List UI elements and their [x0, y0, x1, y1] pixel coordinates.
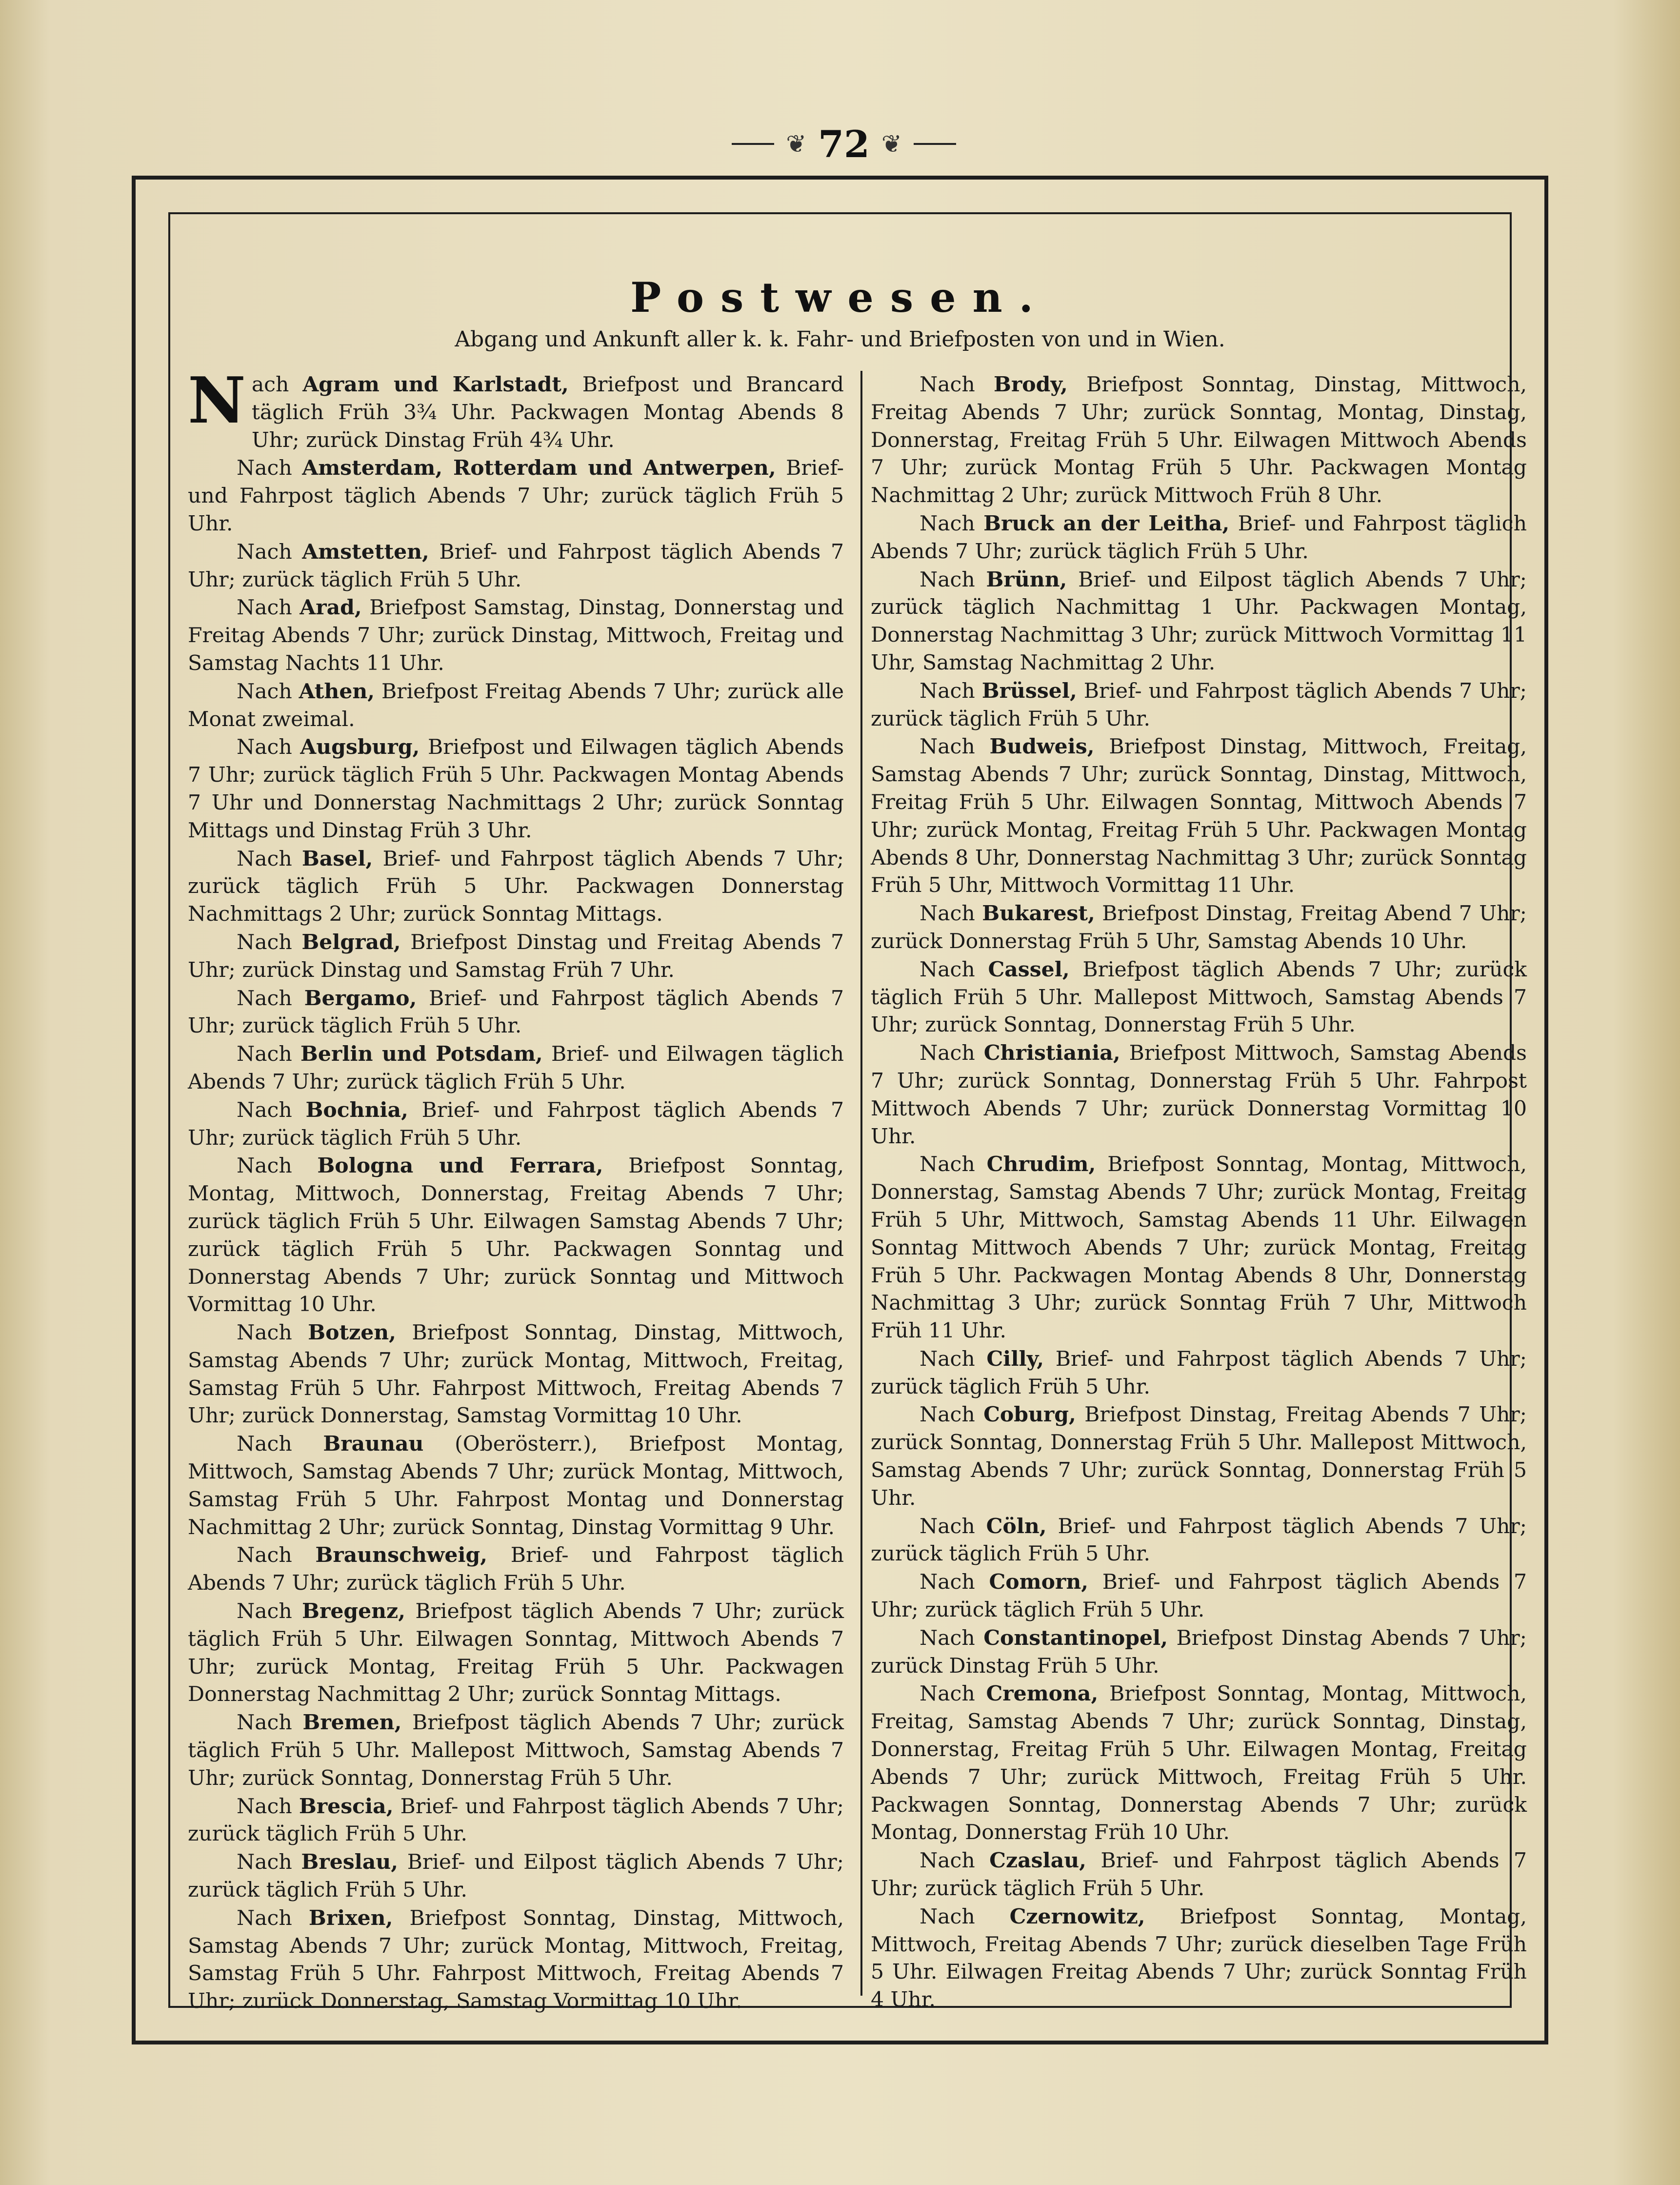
entry-schedule: Brief- und Eilwagen täglich Abends 7 Uhr; zurück täglich Früh 5 Uhr.	[188, 1042, 844, 1094]
post-entry	[188, 1541, 844, 1598]
entry-prefix: Nach	[920, 735, 975, 759]
entry-city: Czernowitz,	[1009, 1904, 1145, 1929]
post-entry	[188, 845, 844, 929]
entry-prefix: Nach	[920, 1682, 975, 1706]
post-entry	[188, 1152, 844, 1319]
entry-prefix: Nach	[920, 567, 975, 592]
entry-city: Christiania,	[983, 1041, 1120, 1066]
entry-city: Coburg,	[983, 1402, 1076, 1427]
drop-cap: N	[188, 363, 246, 438]
entry-city: Belgrad,	[301, 930, 401, 954]
entry-city: Brescia,	[299, 1794, 394, 1819]
entry-prefix: Nach	[237, 1850, 292, 1875]
entry-prefix: Nach	[237, 1432, 292, 1457]
post-entry	[871, 1680, 1527, 1847]
post-entry	[188, 1904, 844, 2016]
page-header	[732, 120, 956, 168]
entry-city: Brody,	[993, 372, 1068, 397]
entry-schedule: Briefpost täglich Abends 7 Uhr; zurück täglich Früh 5 Uhr. Mallepost Mittwoch, Samstag Abends 7 Uhr; zurück Sonntag, Donnerstag Früh 5 Uhr.	[871, 957, 1527, 1037]
entry-prefix: Nach	[237, 930, 292, 954]
post-entry	[188, 1430, 844, 1541]
post-entry	[871, 1847, 1527, 1903]
entry-schedule: Brief- und Fahrpost täglich Abends 7 Uhr; zurück täglich Früh 5 Uhr.	[871, 679, 1527, 731]
post-entry	[188, 985, 844, 1041]
post-entry	[871, 510, 1527, 566]
entry-prefix: Nach	[237, 1154, 292, 1178]
post-entry	[871, 371, 1527, 510]
entry-schedule: Briefpost Mittwoch, Samstag Abends 7 Uhr; zurück Sonntag, Donnerstag Früh 5 Uhr. Fahrpost Mittwoch Abends 7 Uhr; zurück Donnerstag Vormittag 10 Uhr.	[871, 1041, 1527, 1149]
entry-prefix: Nach	[237, 847, 292, 871]
entry-city: Botzen,	[308, 1320, 396, 1345]
entry-schedule: (Oberösterr.), Briefpost Montag, Mittwoch, Samstag Abends 7 Uhr; zurück Montag, Mittwoch, Samstag Früh 5 Uhr. Fahrpost Montag und Donnerstag Nachmittag 2 Uhr; zurück Sonntag, Dinstag Vormittag 9 Uhr.	[188, 1432, 844, 1539]
entry-prefix: Nach	[237, 1906, 292, 1930]
entry-schedule: Brief- und Fahrpost täglich Abends 7 Uhr; zurück täglich Früh 5 Uhr.	[871, 511, 1527, 564]
entry-prefix: Nach	[920, 373, 975, 397]
entry-city: Constantinopel,	[983, 1625, 1168, 1650]
entry-schedule: Brief- und Fahrpost täglich Abends 7 Uhr; zurück täglich Früh 5 Uhr.	[188, 456, 844, 536]
entry-city: Bremen,	[302, 1710, 402, 1735]
entry-schedule: Briefpost Sonntag, Dinstag, Mittwoch, Samstag Abends 7 Uhr; zurück Montag, Mittwoch, Freitag, Samstag Früh 5 Uhr. Fahrpost Mittwoch, Freitag Abends 7 Uhr; zurück Donnerstag, Samstag Vormittag 10 Uhr.	[188, 1906, 844, 2014]
entry-city: Amsterdam, Rotterdam und Antwerpen,	[302, 456, 776, 481]
post-entry	[188, 454, 844, 538]
post-entry	[871, 956, 1527, 1039]
entry-prefix: Nach	[237, 596, 292, 620]
entry-schedule: Brief- und Fahrpost täglich Abends 7 Uhr; zurück täglich Früh 5 Uhr.	[188, 540, 844, 592]
entry-prefix: Nach	[920, 957, 975, 982]
page-subtitle: Abgang und Ankunft aller k. k. Fahr- und Briefposten von und in Wien.	[455, 327, 1225, 352]
entry-city: Augsburg,	[300, 735, 420, 760]
entry-schedule: Briefpost Sonntag, Montag, Mittwoch, Freitag Abends 7 Uhr; zurück dieselben Tage Früh 5 Uhr. Eilwagen Freitag Abends 7 Uhr; zurück Sonntag Früh 4 Uhr.	[871, 1904, 1527, 2012]
entry-schedule: Briefpost Freitag Abends 7 Uhr; zurück alle Monat zweimal.	[188, 679, 844, 731]
entry-prefix: Nach	[920, 511, 975, 536]
entry-prefix: Nach	[920, 1041, 975, 1066]
entry-schedule: Briefpost Samstag, Dinstag, Donnerstag und Freitag Abends 7 Uhr; zurück Dinstag, Mittwoch, Freitag und Samstag Nachts 11 Uhr.	[188, 596, 844, 675]
entry-schedule: Briefpost Dinstag, Freitag Abend 7 Uhr; zurück Donnerstag Früh 5 Uhr, Samstag Abends 10 Uhr.	[871, 902, 1527, 953]
post-entry	[871, 1903, 1527, 2014]
entry-city: Brüssel,	[981, 678, 1077, 703]
entry-city: Cöln,	[986, 1514, 1047, 1538]
entry-schedule: Briefpost Sonntag, Montag, Mittwoch, Donnerstag, Freitag Abends 7 Uhr; zurück täglich Früh 5 Uhr. Eilwagen Samstag Abends 7 Uhr; zurück täglich Früh 5 Uhr. Packwagen Sonntag und Donnerstag Abends 7 Uhr; zurück Sonntag und Mittwoch Vormittag 10 Uhr.	[188, 1154, 844, 1317]
entry-prefix: Nach	[920, 1514, 975, 1538]
entry-prefix: Nach	[237, 679, 292, 704]
left-column	[188, 363, 844, 2016]
entry-schedule: Briefpost täglich Abends 7 Uhr; zurück täglich Früh 5 Uhr. Eilwagen Sonntag, Mittwoch Abends 7 Uhr; zurück Montag, Freitag Früh 5 Uhr. Packwagen Donnerstag Nachmittag 2 Uhr; zurück Sonntag Mittags.	[188, 1599, 844, 1707]
entry-prefix: Nach	[237, 1543, 292, 1568]
entry-city: Braunau	[323, 1432, 424, 1457]
entry-prefix: Nach	[920, 1153, 975, 1177]
post-entry	[871, 677, 1527, 733]
entry-schedule: Brief- und Fahrpost täglich Abends 7 Uhr; zurück täglich Früh 5 Uhr.	[188, 1098, 844, 1150]
entry-prefix: Nach	[237, 986, 292, 1011]
entry-prefix: Nach	[237, 1321, 292, 1345]
entry-city: Agram und Karlstadt,	[302, 372, 569, 397]
entry-city: Bologna und Ferrara,	[317, 1153, 603, 1178]
entry-schedule: Brief- und Fahrpost täglich Abends 7 Uhr; zurück täglich Früh 5 Uhr.	[188, 986, 844, 1038]
entry-city: Cremona,	[986, 1681, 1099, 1706]
post-entry	[871, 1151, 1527, 1345]
entry-city: Athen,	[299, 679, 375, 704]
post-entry	[871, 1039, 1527, 1151]
entry-schedule: Brief- und Fahrpost täglich Abends 7 Uhr; zurück täglich Früh 5 Uhr.	[871, 1514, 1527, 1566]
column-divider	[860, 371, 862, 1996]
post-entry	[871, 1401, 1527, 1512]
post-entry	[188, 594, 844, 677]
post-entry	[871, 1345, 1527, 1401]
entry-schedule: Brief- und Fahrpost täglich Abends 7 Uhr; zurück täglich Früh 5 Uhr. Packwagen Donnerstag Nachmittags 2 Uhr; zurück Sonntag Mittags.	[188, 847, 844, 927]
page-number: 72	[818, 122, 870, 166]
post-entry	[188, 538, 844, 594]
entry-prefix: Nach	[920, 1904, 975, 1929]
entry-city: Bregenz,	[302, 1599, 405, 1624]
entry-city: Bochnia,	[305, 1097, 408, 1122]
post-entry	[188, 1598, 844, 1709]
entry-city: Basel,	[301, 846, 373, 871]
entry-schedule: Briefpost Dinstag und Freitag Abends 7 Uhr; zurück Dinstag und Samstag Früh 7 Uhr.	[188, 930, 844, 982]
post-entry	[188, 678, 844, 734]
entry-schedule: Briefpost Sonntag, Montag, Mittwoch, Donnerstag, Samstag Abends 7 Uhr; zurück Montag, Freitag Früh 5 Uhr, Mittwoch, Samstag Abends 11 Uhr. Eilwagen Sonntag Mittwoch Abends 7 Uhr; zurück Montag, Freitag Früh 5 Uhr. Packwagen Montag Abends 8 Uhr, Donnerstag Nachmittag 3 Uhr; zurück Sonntag Früh 7 Uhr, Mittwoch Früh 11 Uhr.	[871, 1153, 1527, 1343]
entry-prefix: Nach	[237, 456, 292, 481]
entry-city: Amstetten,	[302, 539, 429, 564]
header-rule-right	[914, 143, 956, 145]
entry-city: Cassel,	[988, 957, 1070, 982]
post-entry	[871, 566, 1527, 677]
entry-schedule: Brief- und Eilpost täglich Abends 7 Uhr; zurück täglich Früh 5 Uhr.	[188, 1850, 844, 1902]
ornament-right-icon: ❦	[881, 130, 902, 158]
entry-city: Chrudim,	[986, 1152, 1096, 1177]
entry-prefix: Nach	[237, 1794, 292, 1819]
entry-prefix: Nach	[920, 1403, 975, 1427]
entry-prefix: Nach	[920, 1347, 975, 1371]
post-entry	[188, 363, 844, 454]
entry-prefix: ach	[251, 373, 289, 397]
post-entry	[871, 900, 1527, 956]
entry-schedule: Brief- und Fahrpost täglich Abends 7 Uhr; zurück täglich Früh 5 Uhr.	[188, 1794, 844, 1846]
entry-schedule: Briefpost Dinstag, Mittwoch, Freitag, Samstag Abends 7 Uhr; zurück Sonntag, Dinstag, Mittwoch, Freitag Früh 5 Uhr. Eilwagen Sonntag, Mittwoch Abends 7 Uhr; zurück Montag, Freitag Früh 5 Uhr. Packwagen Montag Abends 8 Uhr, Donnerstag Nachmittag 3 Uhr; zurück Sonntag Früh 5 Uhr, Mittwoch Vormittag 11 Uhr.	[871, 735, 1527, 898]
entry-prefix: Nach	[920, 1570, 975, 1595]
post-entry	[188, 733, 844, 845]
entry-schedule: Brief- und Eilpost täglich Abends 7 Uhr; zurück täglich Nachmittag 1 Uhr. Packwagen Montag, Donnerstag Nachmittag 3 Uhr; zurück Mittwoch Vormittag 11 Uhr, Samstag Nachmittag 2 Uhr.	[871, 567, 1527, 675]
entry-schedule: Briefpost und Brancard täglich Früh 3¾ Uhr. Packwagen Montag Abends 8 Uhr; zurück Dinstag Früh 4¾ Uhr.	[251, 373, 844, 452]
entry-prefix: Nach	[237, 1599, 292, 1624]
post-entry	[188, 1709, 844, 1792]
entry-city: Bukarest,	[982, 901, 1095, 926]
right-column	[871, 371, 1527, 2014]
entry-city: Bruck an der Leitha,	[983, 511, 1230, 536]
post-entry	[871, 1624, 1527, 1680]
entry-city: Brixen,	[308, 1905, 393, 1930]
entry-city: Cilly,	[986, 1346, 1044, 1371]
entry-city: Braunschweig,	[315, 1543, 488, 1568]
entry-schedule: Brief- und Fahrpost täglich Abends 7 Uhr; zurück täglich Früh 5 Uhr.	[188, 1543, 844, 1596]
entry-prefix: Nach	[920, 679, 975, 703]
entry-city: Arad,	[300, 595, 362, 620]
post-entry	[188, 1319, 844, 1430]
entry-prefix: Nach	[237, 735, 292, 760]
entry-schedule: Briefpost Sonntag, Dinstag, Mittwoch, Freitag Abends 7 Uhr; zurück Sonntag, Montag, Dinstag, Donnerstag, Freitag Früh 5 Uhr. Eilwagen Mittwoch Abends 7 Uhr; zurück Montag Früh 5 Uhr. Packwagen Montag Nachmittag 2 Uhr; zurück Mittwoch Früh 8 Uhr.	[871, 373, 1527, 508]
entry-schedule: Briefpost Sonntag, Dinstag, Mittwoch, Samstag Abends 7 Uhr; zurück Montag, Mittwoch, Freitag, Samstag Früh 5 Uhr. Fahrpost Mittwoch, Freitag Abends 7 Uhr; zurück Donnerstag, Samstag Vormittag 10 Uhr.	[188, 1321, 844, 1428]
entry-city: Breslau,	[301, 1850, 399, 1875]
post-entry	[188, 1793, 844, 1849]
entry-schedule: Briefpost und Eilwagen täglich Abends 7 Uhr; zurück täglich Früh 5 Uhr. Packwagen Montag Abends 7 Uhr und Donnerstag Nachmittags 2 Uhr; zurück Sonntag Mittags und Dinstag Früh 3 Uhr.	[188, 735, 844, 843]
entry-city: Czaslau,	[989, 1848, 1086, 1873]
entry-schedule: Brief- und Fahrpost täglich Abends 7 Uhr; zurück täglich Früh 5 Uhr.	[871, 1849, 1527, 1901]
post-entry	[188, 1096, 844, 1153]
post-entry	[188, 1848, 844, 1904]
entry-schedule: Briefpost Dinstag, Freitag Abends 7 Uhr; zurück Sonntag, Donnerstag Früh 5 Uhr. Mallepost Mittwoch, Samstag Abends 7 Uhr; zurück Sonntag, Donnerstag Früh 5 Uhr.	[871, 1403, 1527, 1510]
entry-schedule: Brief- und Fahrpost täglich Abends 7 Uhr; zurück täglich Früh 5 Uhr.	[871, 1570, 1527, 1622]
post-entry	[871, 1568, 1527, 1624]
post-entry	[871, 733, 1527, 900]
entry-schedule: Brief- und Fahrpost täglich Abends 7 Uhr; zurück täglich Früh 5 Uhr.	[871, 1347, 1527, 1399]
post-entry	[188, 929, 844, 985]
post-entry	[188, 1040, 844, 1096]
header-rule-left	[732, 143, 774, 145]
post-entry	[871, 1513, 1527, 1569]
entry-prefix: Nach	[237, 1711, 292, 1735]
ornament-left-icon: ❦	[786, 130, 807, 158]
entry-schedule: Briefpost Sonntag, Montag, Mittwoch, Freitag, Samstag Abends 7 Uhr; zurück Sonntag, Dinstag, Donnerstag, Freitag Früh 5 Uhr. Eilwagen Montag, Freitag Abends 7 Uhr; zurück Mittwoch, Freitag Früh 5 Uhr. Packwagen Sonntag, Donnerstag Abends 7 Uhr; zurück Montag, Donnerstag Früh 10 Uhr.	[871, 1682, 1527, 1845]
entry-city: Bergamo,	[304, 986, 417, 1011]
entry-prefix: Nach	[237, 1042, 292, 1067]
entry-schedule: Briefpost Dinstag Abends 7 Uhr; zurück Dinstag Früh 5 Uhr.	[871, 1626, 1527, 1678]
entry-schedule: Briefpost täglich Abends 7 Uhr; zurück täglich Früh 5 Uhr. Mallepost Mittwoch, Samstag Abends 7 Uhr; zurück Sonntag, Donnerstag Früh 5 Uhr.	[188, 1711, 844, 1790]
entry-prefix: Nach	[920, 1626, 975, 1650]
entry-prefix: Nach	[237, 1098, 292, 1122]
entry-city: Brünn,	[986, 567, 1067, 592]
entry-city: Comorn,	[989, 1570, 1089, 1595]
entry-city: Berlin und Potsdam,	[300, 1042, 543, 1067]
entry-prefix: Nach	[920, 902, 975, 926]
entry-prefix: Nach	[237, 540, 292, 564]
entry-city: Budweis,	[989, 734, 1095, 759]
page-title: Postwesen.	[630, 273, 1050, 322]
entry-prefix: Nach	[920, 1849, 975, 1873]
